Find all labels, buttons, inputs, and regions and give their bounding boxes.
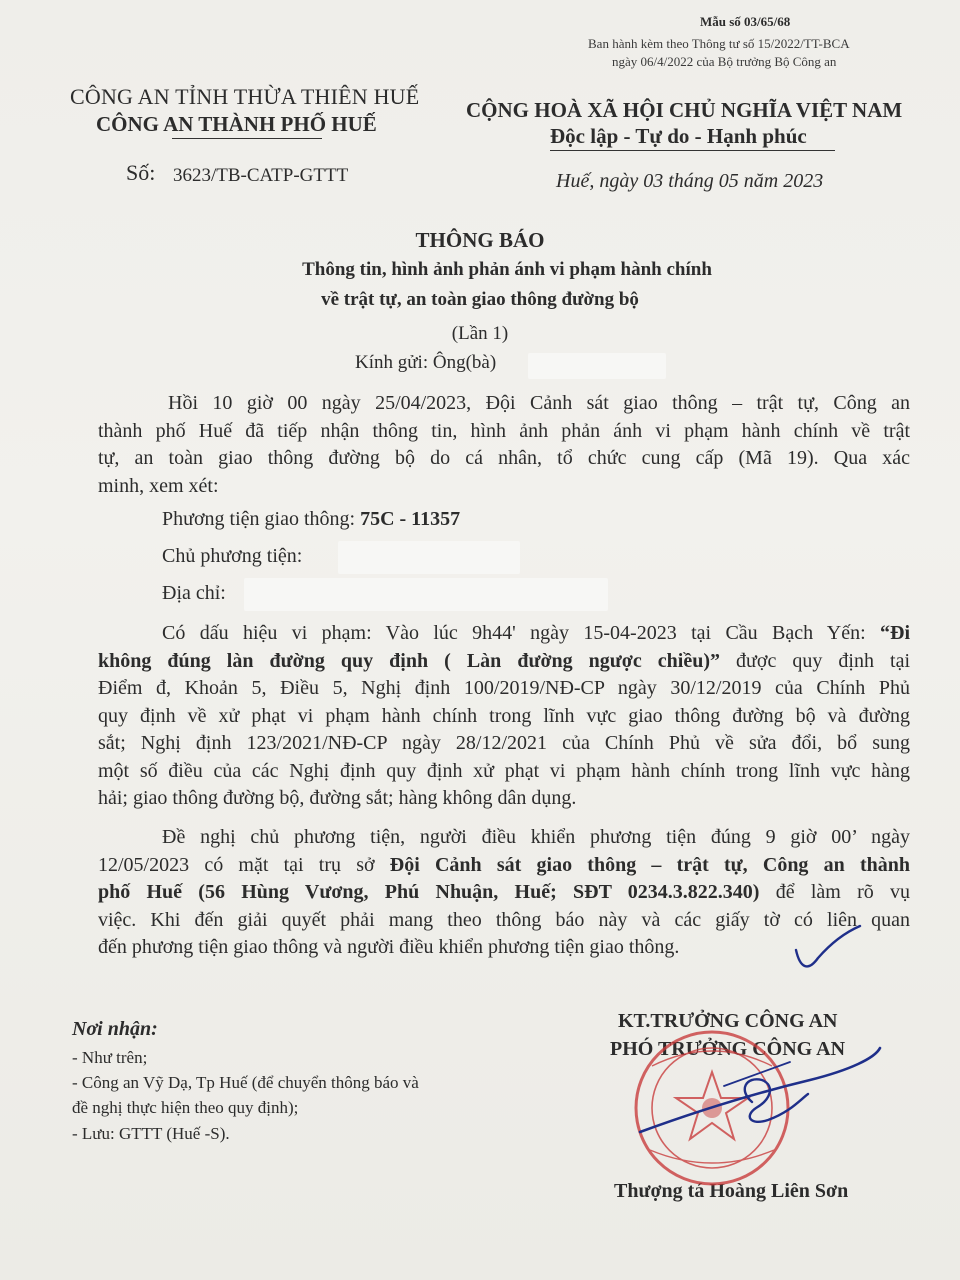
request-text: để làm rõ vụ: [759, 881, 911, 903]
recipient-item: đề nghị thực hiện theo quy định);: [72, 1098, 299, 1117]
violation-line: quy định về xử phạt vi phạm hành chính trong lĩnh vực giao thông đường bộ và đường: [98, 704, 910, 727]
form-note-line-1: Ban hành kèm theo Thông tư số 15/2022/TT-BCA: [588, 36, 850, 51]
form-number: Mẫu số 03/65/68: [700, 14, 791, 29]
request-line: đến phương tiện giao thông và người điều khiển phương tiện giao thông.: [98, 936, 680, 958]
recipient-item: - Công an Vỹ Dạ, Tp Huế (để chuyển thông báo và: [72, 1073, 419, 1092]
request-line: việc. Khi đến giải quyết phải mang theo thông báo này và các giấy tờ có liên quan: [98, 908, 910, 931]
violation-emphasis: “Đi: [880, 622, 910, 644]
issuing-agency: CÔNG AN THÀNH PHỐ HUẾ: [96, 112, 377, 136]
violation-text: Có dấu hiệu vi phạm: Vào lúc 9h44' ngày 15-04-2023 tại Cầu Bạch Yến:: [162, 622, 880, 644]
intro-line: Hồi 10 giờ 00 ngày 25/04/2023, Đội Cảnh sát giao thông – trật tự, Công an: [168, 392, 910, 414]
violation-line: sắt; Nghị định 123/2021/NĐ-CP ngày 28/12/2021 của Chính Phủ về sửa đổi, bổ sung: [98, 732, 910, 754]
recipient-item: - Như trên;: [72, 1048, 148, 1067]
signer-name: Thượng tá Hoàng Liên Sơn: [614, 1180, 849, 1202]
vehicle-plate: 75C - 11357: [360, 508, 461, 530]
owner-label: Chủ phương tiện:: [162, 545, 303, 567]
violation-text: được quy định tại: [720, 649, 910, 672]
request-emphasis: phố Huế (56 Hùng Vương, Phú Nhuận, Huế; SĐT 0234.3.822.340): [98, 881, 760, 903]
request-line: Đề nghị chủ phương tiện, người điều khiển phương tiện đúng 9 giờ 00’ ngày: [162, 826, 910, 848]
violation-line: hải; giao thông đường bộ, đường sắt; hàng không dân dụng.: [98, 787, 577, 809]
violation-line: một số điều của các Nghị định quy định xử phạt vi phạm hành chính trong lĩnh vực hàng: [98, 759, 910, 782]
document-number: 3623/TB-CATP-GTTT: [173, 165, 349, 186]
national-motto: Độc lập - Tự do - Hạnh phúc: [550, 124, 807, 148]
request-text: 12/05/2023 có mặt tại trụ sở: [98, 853, 390, 876]
recipient-label: Kính gửi: Ông(bà): [355, 352, 497, 373]
signatory-title-1: KT.TRƯỞNG CÔNG AN: [618, 1010, 838, 1032]
handwritten-signature: [640, 926, 880, 1132]
intro-line: tự, an toàn giao thông đường bộ do cá nhân, tổ chức cung cấp (Mã 19). Qua xác: [98, 447, 910, 469]
intro-line: minh, xem xét:: [98, 474, 219, 497]
signatory-title-2: PHÓ TRƯỞNG CÔNG AN: [610, 1038, 846, 1060]
document-subtitle-1: Thông tin, hình ảnh phản ánh vi phạm hành chính: [302, 259, 712, 280]
document-subtitle-2: về trật tự, an toàn giao thông đường bộ: [321, 289, 639, 310]
notice-attempt: (Lần 1): [451, 323, 509, 344]
document-title: THÔNG BÁO: [415, 228, 545, 252]
form-note-line-2: ngày 06/4/2022 của Bộ trưởng Bộ Công an: [612, 54, 837, 69]
document-number-label: Số:: [126, 160, 156, 185]
address-label: Địa chỉ:: [162, 582, 226, 604]
vehicle-label: Phương tiện giao thông:: [162, 508, 356, 530]
place-and-date: Huế, ngày 03 tháng 05 năm 2023: [556, 170, 824, 192]
request-emphasis: Đội Cảnh sát giao thông – trật tự, Công an thành: [389, 853, 910, 876]
national-title: CỘNG HOÀ XÃ HỘI CHỦ NGHĨA VIỆT NAM: [466, 98, 903, 122]
parent-agency: CÔNG AN TỈNH THỪA THIÊN HUẾ: [70, 84, 420, 109]
recipients-title: Nơi nhận:: [72, 1018, 158, 1040]
violation-line: Điểm đ, Khoản 5, Điều 5, Nghị định 100/2019/NĐ-CP ngày 30/12/2019 của Chính Phủ: [98, 677, 910, 699]
violation-emphasis: không đúng làn đường quy định ( Làn đường ngược chiều)”: [98, 649, 721, 672]
intro-line: thành phố Huế đã tiếp nhận thông tin, hình ảnh phản ánh vi phạm hành chính về trật: [98, 419, 910, 442]
recipient-item: - Lưu: GTTT (Huế -S).: [72, 1124, 230, 1143]
